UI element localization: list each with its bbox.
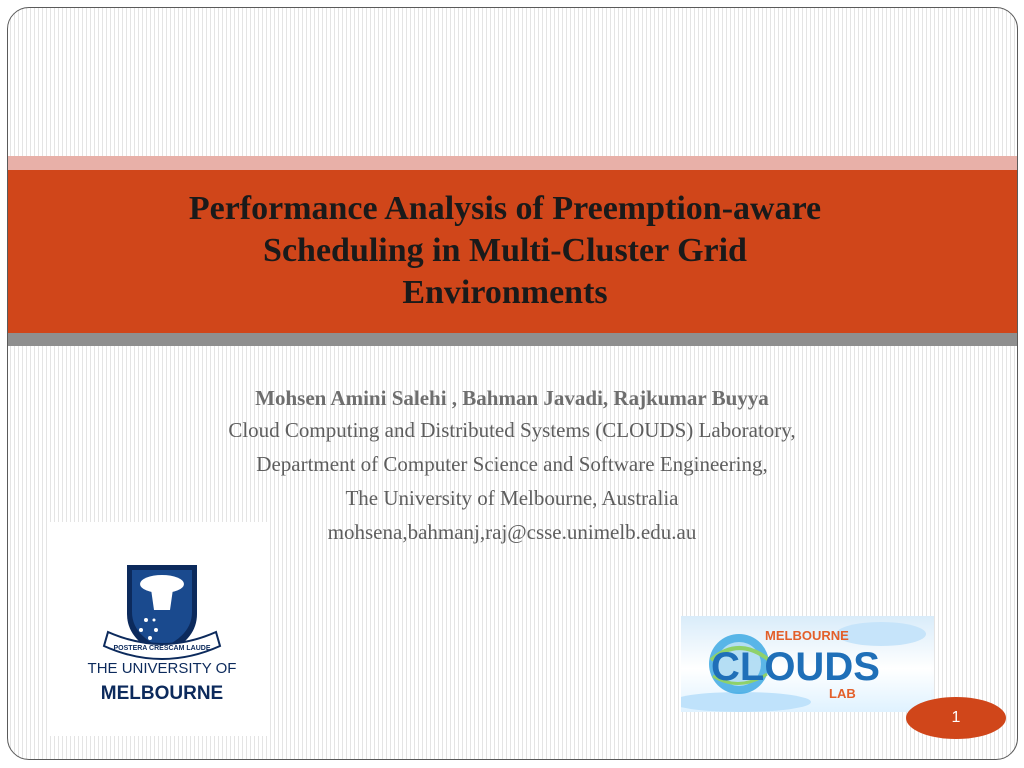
page-number-badge: 1 [906, 697, 1006, 739]
clouds-lab-icon [681, 616, 934, 712]
svg-text:LAB: LAB [829, 686, 856, 701]
affiliation-department: Department of Computer Science and Software Engineering, [256, 452, 768, 476]
title-line-2: Scheduling in Multi-Cluster Grid [263, 232, 747, 269]
svg-text:THE UNIVERSITY OF: THE UNIVERSITY OF [87, 660, 237, 677]
svg-text:MELBOURNE: MELBOURNE [100, 683, 224, 704]
affiliation-email: mohsena,bahmanj,raj@csse.unimelb.edu.au [327, 520, 697, 544]
title-line-1: Performance Analysis of Preemption-aware [188, 190, 822, 227]
svg-text:MELBOURNE: MELBOURNE [765, 628, 849, 643]
svg-text:CLOUDS: CLOUDS [711, 645, 880, 689]
university-of-melbourne-logo [50, 522, 268, 736]
affiliation-lab: Cloud Computing and Distributed Systems (CLOUDS) Laboratory, [228, 418, 796, 442]
melbourne-clouds-lab-logo [681, 616, 934, 712]
svg-text:POSTERA CRESCAM LAUDE: POSTERA CRESCAM LAUDE [113, 645, 211, 652]
slide-title [60, 188, 950, 314]
affiliation-university: The University of Melbourne, Australia [345, 486, 679, 510]
title-band-bottom-stripe [8, 333, 1017, 346]
authors: Mohsen Amini Salehi , Bahman Javadi, Rajkumar Buyya [255, 386, 769, 410]
title-band-top-stripe [8, 156, 1017, 170]
title-line-3: Environments [402, 274, 608, 311]
university-crest-icon [50, 522, 268, 736]
